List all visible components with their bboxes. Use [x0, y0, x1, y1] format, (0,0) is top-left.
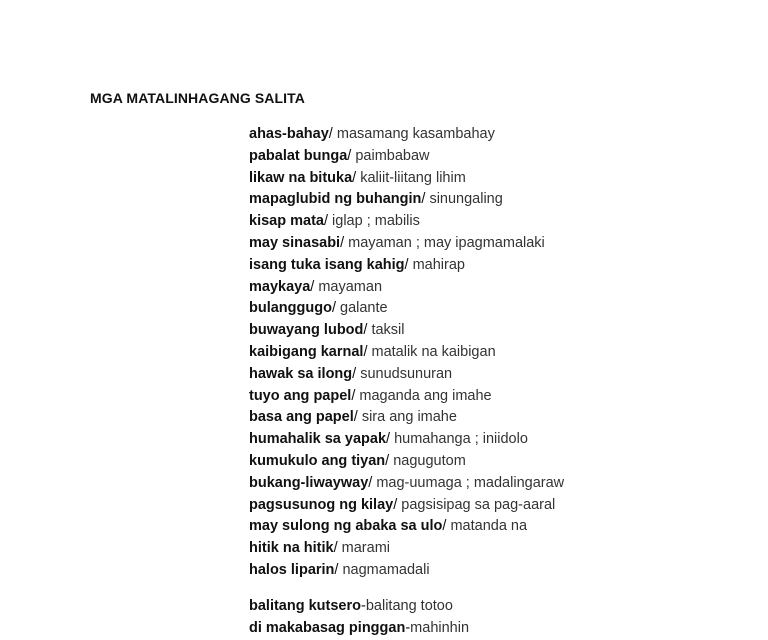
idiom-meaning: mayaman	[318, 278, 383, 295]
list-item	[249, 364, 564, 386]
list-item	[249, 495, 564, 517]
idiom-meaning: matalik na kaibigan	[371, 343, 496, 360]
separator: /	[363, 343, 372, 360]
list-item	[249, 596, 469, 618]
separator: /	[421, 191, 430, 208]
idiom-meaning: maganda ang imahe	[359, 387, 492, 404]
list-item	[249, 516, 564, 538]
idiom-term: ahas-bahay	[249, 126, 329, 142]
separator: /	[340, 234, 349, 251]
idiom-meaning: sira ang imahe	[361, 409, 457, 426]
idiom-term: humahalik sa yapak	[249, 431, 387, 448]
idiom-term: may sulong ng abaka sa ulo	[249, 518, 443, 535]
list-item	[249, 298, 564, 320]
idiom-term: hitik na hitik	[249, 540, 334, 557]
idiom-meaning: masamang kasambahay	[336, 126, 495, 142]
list-item	[249, 211, 564, 233]
idiom-meaning: sinungaling	[429, 191, 503, 208]
list-item	[249, 255, 564, 277]
separator: /	[385, 452, 394, 469]
list-item	[249, 277, 564, 299]
idiom-term: pagsusunog ng kilay	[249, 496, 394, 513]
idiom-meaning: humahanga ; iniidolo	[394, 431, 528, 448]
idiom-meaning: nagugutom	[393, 452, 466, 469]
list-item	[249, 320, 564, 342]
separator: /	[353, 409, 362, 426]
idiom-meaning: mayaman ; may ipagmamalaki	[348, 234, 545, 251]
idiom-meaning: kaliit-liitang lihim	[360, 169, 466, 186]
idiom-term: di makabasag pinggan	[249, 619, 406, 636]
idiom-term: kisap mata	[249, 213, 324, 230]
list-item	[249, 407, 564, 429]
separator: /	[363, 322, 372, 339]
separator: /	[333, 540, 342, 557]
list-item	[249, 342, 564, 364]
idiom-meaning: nagmamadali	[342, 561, 430, 578]
separator: /	[334, 561, 343, 578]
idiom-term: balitang kutsero	[249, 598, 361, 614]
idiom-term: mapaglubid ng buhangin	[249, 191, 422, 208]
separator: /	[352, 365, 361, 382]
idiom-term: tuyo ang papel	[249, 387, 352, 404]
separator: /	[328, 126, 337, 142]
separator: /	[393, 496, 402, 513]
list-item	[249, 618, 469, 640]
list-item	[249, 386, 564, 408]
idiom-meaning: paimbabaw	[355, 147, 430, 164]
idiom-meaning: balitang totoo	[365, 598, 453, 614]
idiom-meaning: marami	[341, 540, 390, 557]
list-item	[249, 146, 564, 168]
idiom-meaning: iglap ; mabilis	[332, 213, 420, 230]
separator: /	[347, 147, 356, 164]
idiom-term: may sinasabi	[249, 234, 341, 251]
list-item	[249, 560, 564, 582]
idiom-term: bulanggugo	[249, 300, 332, 317]
separator: /	[368, 474, 377, 491]
list-item	[249, 429, 564, 451]
idiom-term: kumukulo ang tiyan	[249, 452, 386, 469]
list-item	[249, 473, 564, 495]
separator: /	[386, 431, 395, 448]
separator: /	[351, 387, 360, 404]
idiom-term: basa ang papel	[249, 409, 354, 426]
list-item	[249, 168, 564, 190]
idiom-term: likaw na bituka	[249, 169, 353, 186]
separator: /	[323, 213, 333, 230]
idiom-meaning: sunudsunuran	[360, 365, 453, 382]
idiom-term: halos liparin	[249, 561, 335, 578]
idiom-meaning: mahinhin	[410, 619, 470, 636]
page-title: MGA MATALINHAGANG SALITA	[90, 90, 305, 106]
idiom-meaning: mag-uumaga ; madalingaraw	[376, 474, 565, 491]
idiom-list-secondary	[249, 596, 469, 640]
idiom-term: hawak sa ilong	[249, 365, 353, 382]
separator: /	[404, 256, 413, 273]
separator: /	[352, 169, 361, 186]
idiom-term: kaibigang karnal	[249, 343, 364, 360]
separator: -	[361, 598, 366, 614]
separator: /	[331, 300, 341, 317]
idiom-term: isang tuka isang kahig	[249, 256, 405, 273]
idiom-list	[249, 124, 564, 582]
idiom-meaning: mahirap	[412, 256, 465, 273]
idiom-term: buwayang lubod	[249, 322, 364, 339]
idiom-term: bukang-liwayway	[249, 474, 369, 491]
separator: /	[310, 278, 319, 295]
list-item	[249, 451, 564, 473]
idiom-meaning: pagsisipag sa pag-aaral	[401, 496, 556, 513]
idiom-meaning: galante	[340, 300, 388, 317]
list-item	[249, 233, 564, 255]
idiom-term: pabalat bunga	[249, 147, 348, 164]
separator: -	[405, 619, 411, 636]
list-item	[249, 538, 564, 560]
idiom-meaning: taksil	[371, 322, 405, 339]
list-item	[249, 124, 564, 146]
idiom-meaning: matanda na	[450, 518, 528, 535]
separator: /	[442, 518, 451, 535]
idiom-term: maykaya	[249, 278, 311, 295]
list-item	[249, 189, 564, 211]
